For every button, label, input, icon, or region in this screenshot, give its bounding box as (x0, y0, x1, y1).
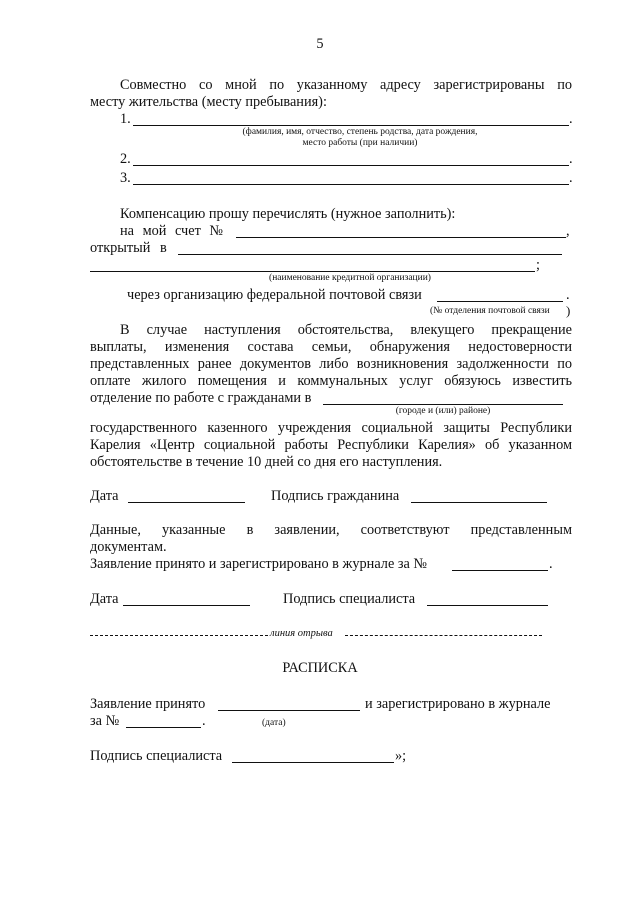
tear-line-right (345, 635, 542, 636)
receipt-line2: за № (90, 713, 120, 729)
bank-name-field-line2[interactable] (90, 271, 535, 272)
verification-line1: Данные, указанные в заявлении, соответствуют представленным (90, 522, 572, 538)
post-hint: (№ отделения почтовой связи (430, 306, 550, 316)
bank-name-field[interactable] (178, 254, 562, 255)
specialist-sign-field[interactable] (427, 605, 548, 606)
citizen-sign-field[interactable] (411, 502, 547, 503)
specialist-sign-label: Подпись специалиста (283, 591, 416, 607)
receipt-date-hint: (дата) (262, 718, 286, 728)
registered-item1-number: 1. (120, 111, 131, 127)
tear-line-left (90, 635, 268, 636)
opened-label: открытый в (90, 240, 167, 256)
obligation-line4: оплате жилого помещения и коммунальных услуг обязуюсь известить (90, 373, 572, 389)
account-label: на мой счет № (120, 223, 224, 239)
citizen-sign-label: Подпись гражданина (271, 488, 400, 504)
obligation-line3: представленных ранее документов либо возникновения задолженности по (90, 356, 572, 372)
obligation-line6: государственного казенного учреждения социальной защиты Республики (90, 420, 572, 436)
registered-item1-hint2: место работы (при наличии) (302, 138, 418, 148)
post-label: через организацию федеральной почтовой связи (127, 287, 422, 303)
citizen-date-field[interactable] (128, 502, 245, 503)
compensation-heading: Компенсацию прошу перечислять (нужное заполнить): (120, 206, 456, 222)
verification-line3-end: . (549, 556, 553, 572)
registered-item2-number: 2. (120, 151, 131, 167)
tear-line-label: линия отрыва (270, 628, 333, 639)
receipt-line1a: Заявление принято (90, 696, 206, 712)
registered-item3-field[interactable] (133, 184, 569, 185)
obligation-line8: обстоятельстве в течение 10 дней со дня его наступления. (90, 454, 443, 470)
specialist-date-label: Дата (90, 591, 119, 607)
verification-line2: документам. (90, 539, 167, 555)
receipt-sign-field[interactable] (232, 762, 394, 763)
page-number: 5 (316, 36, 324, 52)
journal-number-field[interactable] (452, 570, 548, 571)
registered-item1-end: . (569, 111, 573, 127)
registered-item2-field[interactable] (133, 165, 569, 166)
receipt-title: РАСПИСКА (282, 660, 358, 676)
registered-item3-end: . (569, 170, 573, 186)
registered-intro-line2: месту жительства (месту пребывания): (90, 94, 327, 110)
post-hint-paren: ) (566, 303, 571, 318)
city-district-hint: (городе и (или) районе) (395, 406, 491, 416)
registered-item2-end: . (569, 151, 573, 167)
bank-hint: (наименование кредитной организации) (269, 273, 431, 283)
receipt-line2-end: . (202, 713, 206, 729)
obligation-line2: выплаты, изменения состава семьи, обнаружения недостоверности (90, 339, 572, 355)
post-office-field[interactable] (437, 301, 563, 302)
receipt-line1b: и зарегистрировано в журнале (365, 696, 551, 712)
citizen-date-label: Дата (90, 488, 119, 504)
account-end: , (566, 223, 570, 239)
receipt-sign-end: »; (395, 748, 407, 764)
registered-item3-number: 3. (120, 170, 131, 186)
city-district-field[interactable] (323, 404, 563, 405)
bank-end: ; (536, 257, 540, 273)
account-number-field[interactable] (236, 237, 566, 238)
registered-intro-line1: Совместно со мной по указанному адресу зарегистрированы по (120, 77, 572, 93)
obligation-line1: В случае наступления обстоятельства, влекущего прекращение (120, 322, 572, 338)
registered-item1-field[interactable] (133, 125, 569, 126)
obligation-line7: Карелия «Центр социальной работы Республики Карелия» об указанном (90, 437, 572, 453)
receipt-sign-label: Подпись специалиста (90, 748, 223, 764)
registered-item1-hint1: (фамилия, имя, отчество, степень родства, дата рождения, (242, 127, 478, 137)
verification-line3: Заявление принято и зарегистрировано в журнале за № (90, 556, 428, 572)
post-end: . (566, 287, 570, 303)
specialist-date-field[interactable] (123, 605, 250, 606)
obligation-line5: отделение по работе с гражданами в (90, 390, 312, 406)
receipt-journal-number-field[interactable] (126, 727, 201, 728)
receipt-date-field[interactable] (218, 710, 360, 711)
